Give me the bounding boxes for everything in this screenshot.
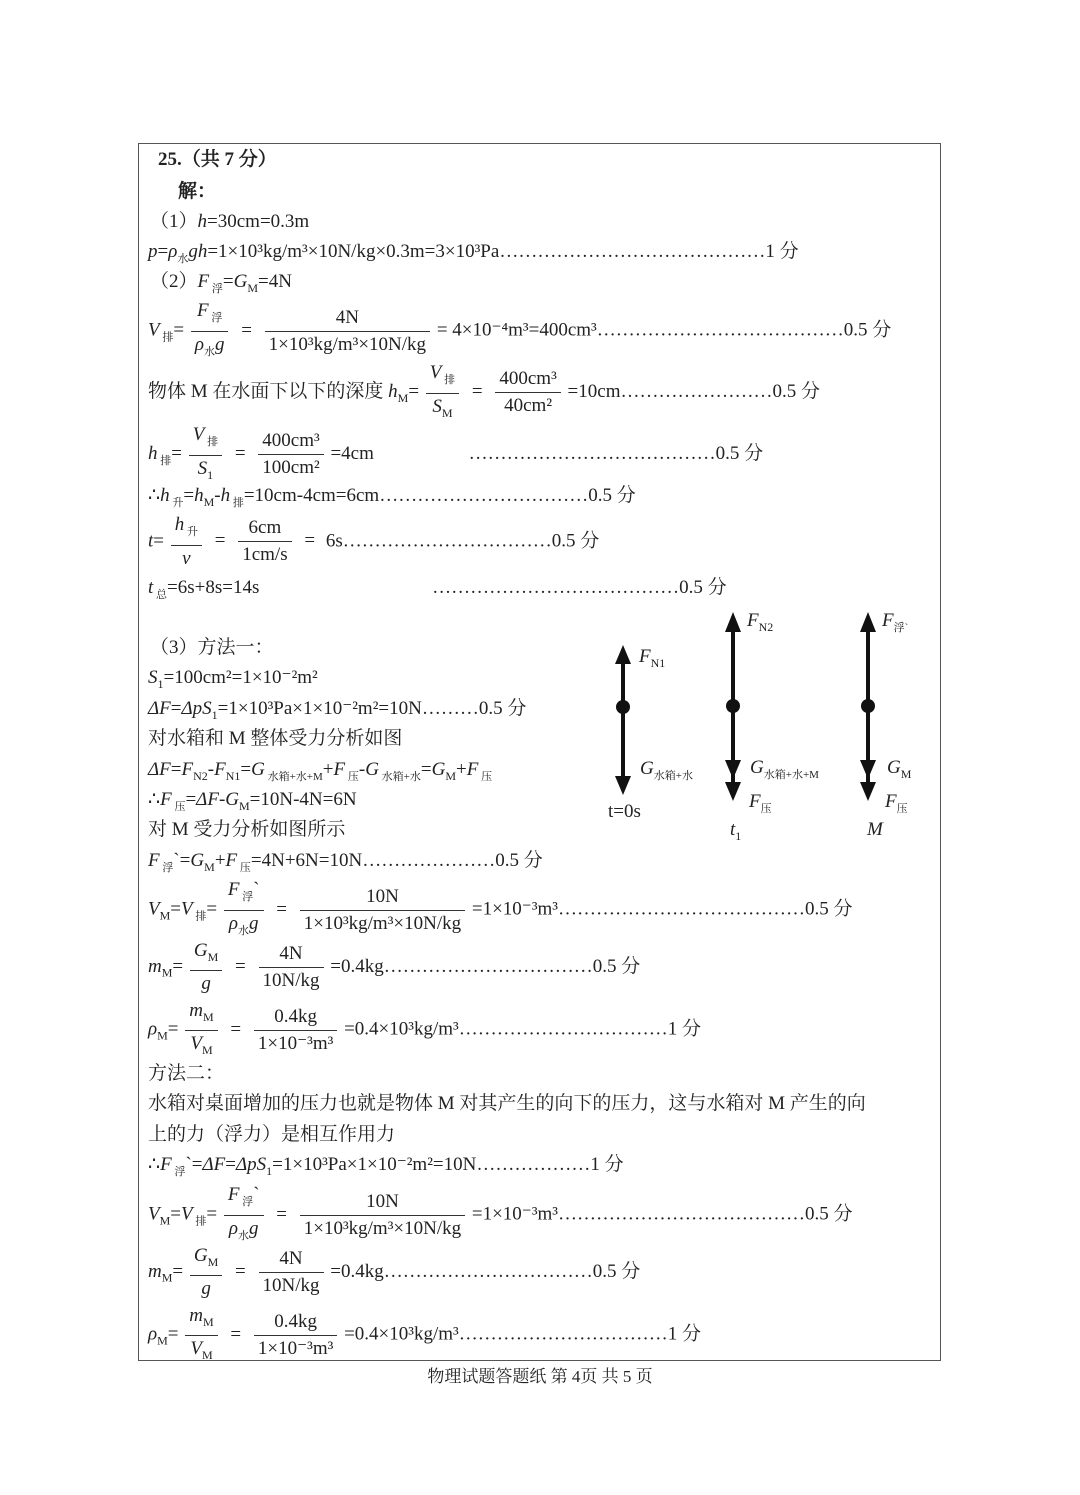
m2-rho-line: $\rho_M=$ $\frac{m_M}{V_M}$ = $\frac{0.4kg}{\text{1×10⁻³m³}}$ =0.4×10³kg/m³……………………………1 分	[148, 1305, 701, 1366]
d2-bot2-label: $F_压$	[749, 791, 772, 815]
p2-depth-line: 物体 M 在水面下以下的深度 $h_M=$ V $_排$ $S_M$ = $\frac{\text{400cm³}}{\text{40cm²}}$ =10cm……………………0.5 分	[148, 362, 820, 424]
d2-down-head-2	[725, 782, 741, 801]
p3-df-eq: $\Delta F=F_{N2}-F_{N1}=G$ $_{水箱+水+M}$+F $_压$-G $_{水箱+水}=G_M+F$ $_压$	[148, 759, 493, 783]
question-title: 25.（共 7 分）	[158, 149, 277, 170]
m2-head: 方法二：	[148, 1063, 225, 1084]
p3-s1-line: $S_1=100cm^2=1\times 10^{-2}m^2$	[148, 667, 318, 691]
p3-fp-line: ∴F $_压=\Delta F-G_M=10N-4N=6N$	[148, 789, 357, 813]
d1-bot-label: $G_{水箱+水}$	[640, 758, 693, 782]
m2-text1: 水箱对桌面增加的压力也就是物体 M 对其产生的向下的压力，这与水箱对 M 产生的向	[148, 1093, 866, 1114]
d3-top-label: $F_{浮`}$	[882, 610, 909, 634]
d1-up-head	[615, 645, 631, 664]
d3-down-head-2	[860, 782, 876, 801]
d2-caption: $t_1$	[730, 819, 742, 843]
p3-analysis2: 对 M 受力分析如图所示	[148, 819, 346, 840]
d3-bot2-label: $F_压$	[885, 791, 908, 815]
d1-down-head	[615, 776, 631, 795]
m2-text2: 上的力（浮力）是相互作用力	[148, 1124, 396, 1145]
p3-analysis1: 对水箱和 M 整体受力分析如图	[148, 728, 403, 749]
d2-bot-label: $G_{水箱+水+M}$	[750, 757, 819, 781]
p3-df-line: ΔF=ΔpS$_1$=1×10³Pa×1×10⁻²m²=10N………0.5 分	[148, 698, 527, 722]
p3-mm-line: $m_M=$ $\frac{G_M}{g}$ = $\frac{4N}{10N/kg}$ =0.4kg……………………………0.5 分	[148, 940, 641, 994]
p2-fb-line: （2）F $_浮=G_M=4N$	[150, 271, 292, 295]
d2-top-label: $F_{N2}$	[747, 610, 774, 634]
p3-fb2-line: F $_浮`=G_M+F$ $_压$=4N+6N=10N…………………0.5 分	[148, 850, 543, 874]
d3-caption: M	[867, 819, 883, 840]
d3-bot-label: $G_M$	[887, 757, 912, 781]
p2-t-line: t= h $_升$ v = $\frac{6cm}{1cm/s}$ = 6s……………………………0.5 分	[148, 514, 600, 569]
m2-fb-line: ∴F $_浮$`=ΔF=ΔpS$_1$=1×10³Pa×1×10⁻²m²=10N………………1 分	[148, 1154, 624, 1178]
p2-hs-line: ∴h $_升=h_M-h$ $_排$=10cm-4cm=6cm……………………………0.5 分	[148, 485, 636, 509]
d3-down-head-1	[860, 760, 876, 779]
d3-up-head	[860, 612, 876, 632]
p2-tt-line: t $_总$=6s+8s=14s …………………………………0.5 分	[148, 577, 727, 601]
p3-vm-line: $V_M=V$ $_排$= F $_浮$` $\rho_水g$ = $\frac{10N}{\text{1×10³kg/m³×10N/kg}}$ =1×10⁻³m³…………………………………0.5 分	[148, 879, 853, 942]
p3-head: （3）方法一：	[150, 637, 274, 658]
d2-down-head-1	[725, 760, 741, 779]
p1-p-line: $p=\rho_水gh=1\times 10^3kg/m^3\times 10N/kg\times 0.3m=3\times 10^3Pa\dots\dots\dots\dots\dots\dots\dots\dots\dots\dots\dots\dots\dots\dots 1$ 分	[148, 241, 799, 265]
page-footer: 物理试题答题纸 第 4页 共 5 页	[427, 1367, 653, 1386]
d1-caption: t=0s	[608, 801, 641, 822]
d2-point	[726, 699, 740, 713]
p3-rho-line: $\rho_M=$ $\frac{m_M}{V_M}$ = $\frac{0.4kg}{\text{1×10⁻³m³}}$ =0.4×10³kg/m³……………………………1 分	[148, 1000, 701, 1061]
d3-point	[861, 699, 875, 713]
m2-mm-line: $m_M=$ $\frac{G_M}{g}$ = $\frac{4N}{10N/kg}$ =0.4kg……………………………0.5 分	[148, 1245, 641, 1299]
d1-top-label: $F_{N1}$	[639, 646, 666, 670]
p1-h-line: （1）h=30cm=0.3m	[150, 211, 310, 232]
p2-v-line: V $_排$= F $_浮$ $\rho_水g$ = $\frac{4N}{\text{1×10³kg/m³×10N/kg}}$ = 4×10⁻⁴m³=400cm³…………………………………0.5 分	[148, 300, 891, 363]
d1-point	[616, 700, 630, 714]
solution-label: 解：	[178, 181, 217, 202]
d2-up-head	[725, 612, 741, 632]
m2-vm-line: $V_M=V$ $_排$= F $_浮$` $\rho_水g$ = $\frac{10N}{\text{1×10³kg/m³×10N/kg}}$ =1×10⁻³m³…………………………………0.5 分	[148, 1184, 853, 1247]
p2-hp-line: h $_排$= V $_排$ $S_1$ = $\frac{\text{400cm³}}{\text{100cm²}}$ =4cm …………………………………0.5 分	[148, 424, 763, 486]
